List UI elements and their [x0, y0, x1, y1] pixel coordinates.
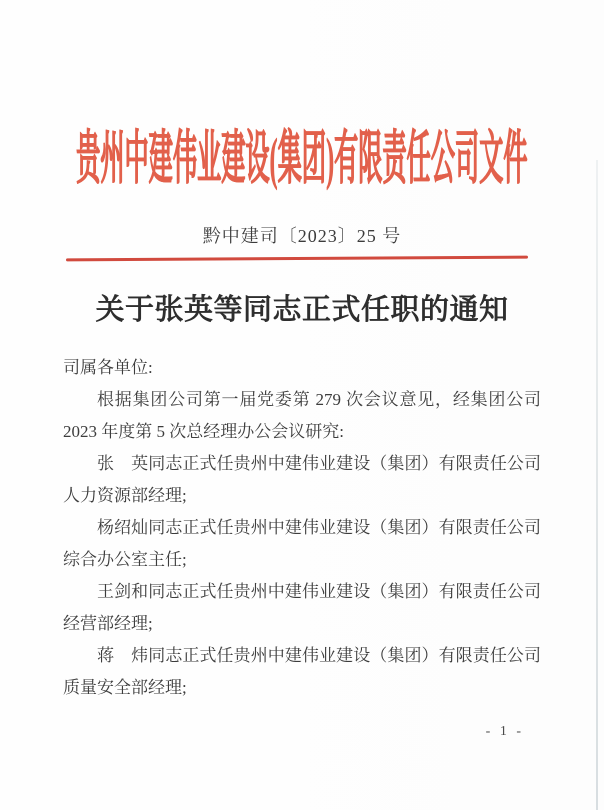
body-paragraph-basis: 根据集团公司第一届党委第 279 次会议意见，经集团公司 2023 年度第 5 次总经理办公会议研究: — [63, 390, 541, 441]
body-paragraph-salutation: 司属各单位: — [63, 358, 153, 377]
doc-number: 黔中建司〔2023〕25 号 — [202, 226, 402, 246]
document-body — [63, 352, 541, 704]
document-title: 关于张英等同志正式任职的通知 — [95, 294, 509, 326]
letterhead-org-title: 贵州中建伟业建设(集团)有限责任公司文件 — [76, 125, 528, 192]
body-paragraph-appointment-3: 王剑和同志正式任贵州中建伟业建设（集团）有限责任公司经营部经理; — [63, 582, 541, 633]
red-separator-line — [66, 256, 528, 262]
body-paragraph-appointment-4: 蒋 炜同志正式任贵州中建伟业建设（集团）有限责任公司质量安全部经理; — [63, 646, 541, 697]
body-paragraph-appointment-1: 张 英同志正式任贵州中建伟业建设（集团）有限责任公司人力资源部经理; — [63, 454, 541, 505]
scan-page-edge — [596, 160, 598, 810]
letterhead — [0, 108, 604, 200]
page-number: - 1 - — [485, 724, 524, 739]
body-paragraph-appointment-2: 杨绍灿同志正式任贵州中建伟业建设（集团）有限责任公司综合办公室主任; — [63, 518, 541, 569]
